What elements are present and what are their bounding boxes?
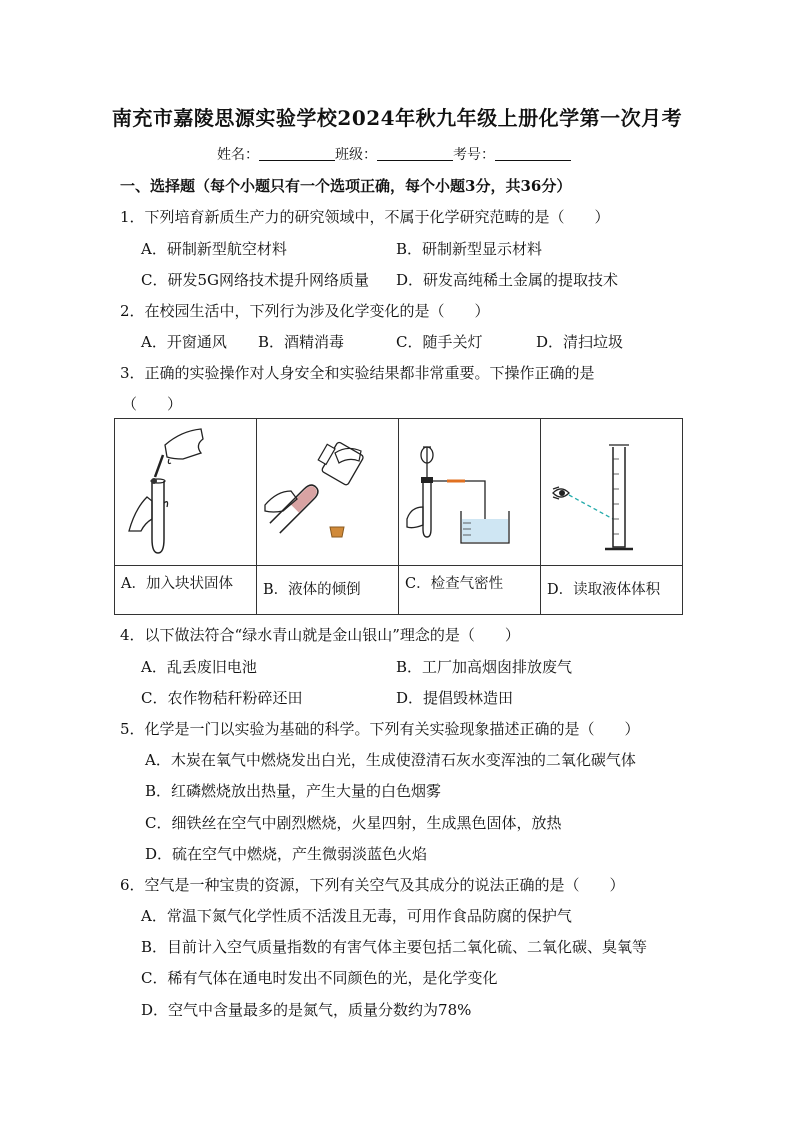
student-info-line <box>217 144 571 164</box>
option-d: D．研发高纯稀土金属的提取技术 <box>396 271 619 289</box>
figure-b-caption: B．液体的倾倒 <box>263 582 361 598</box>
question-stem: 1．下列培育新质生产力的研究领域中，不属于化学研究范畴的是（ ） <box>120 208 610 226</box>
option-c: C．随手关灯 <box>396 333 483 351</box>
question-stem: 3．正确的实验操作对人身安全和实验结果都非常重要。下操作正确的是 <box>120 364 595 382</box>
option-b: B．红磷燃烧放出热量，产生大量的白色烟雾 <box>145 782 442 800</box>
name-blank[interactable] <box>259 146 335 161</box>
option-d: D．清扫垃圾 <box>536 333 624 351</box>
id-label: 考号： <box>453 147 495 163</box>
option-a: A．木炭在氧气中燃烧发出白光，生成使澄清石灰水变浑浊的二氧化碳气体 <box>145 751 636 769</box>
figure-a-caption: A．加入块状固体 <box>121 576 233 592</box>
option-b: B．工厂加高烟囱排放废气 <box>396 658 573 676</box>
figure-d-read-volume <box>541 419 682 565</box>
option-a: A．常温下氮气化学性质不活泼且无毒，可用作食品防腐的保护气 <box>141 907 572 925</box>
option-d: D．提倡毁林造田 <box>396 689 514 707</box>
figure-b-pour-liquid <box>257 419 398 565</box>
question-stem: 2．在校园生活中，下列行为涉及化学变化的是（ ） <box>120 302 490 320</box>
question-stem: 6．空气是一种宝贵的资源，下列有关空气及其成分的说法正确的是（ ） <box>120 876 625 894</box>
option-c: C．研发5G网络技术提升网络质量 <box>141 271 370 289</box>
option-b: B．研制新型显示材料 <box>396 240 543 258</box>
figure-c-check-airtightness <box>399 419 540 565</box>
option-a: A．研制新型航空材料 <box>141 240 287 258</box>
class-label: 班级： <box>335 147 377 163</box>
figure-a-add-solid <box>115 419 256 565</box>
option-a: A．开窗通风 <box>141 333 227 351</box>
option-c: C．农作物秸秆粉碎还田 <box>141 689 303 707</box>
section-heading: 一、选择题（每个小题只有一个选项正确，每个小题3分，共36分） <box>120 177 572 195</box>
question-stem-continued: （ ） <box>122 395 183 413</box>
option-a: A．乱丢废旧电池 <box>141 658 257 676</box>
option-b: B．酒精消毒 <box>258 333 345 351</box>
option-d: D．空气中含量最多的是氮气，质量分数约为78% <box>141 1001 472 1019</box>
name-label: 姓名： <box>217 147 259 163</box>
figure-d-caption: D．读取液体体积 <box>547 582 661 598</box>
option-b: B．目前计入空气质量指数的有害气体主要包括二氧化硫、二氧化碳、臭氧等 <box>141 938 648 956</box>
id-blank[interactable] <box>495 146 571 161</box>
question-stem: 4．以下做法符合“绿水青山就是金山银山”理念的是（ ） <box>120 626 520 644</box>
figure-table <box>114 418 683 615</box>
class-blank[interactable] <box>377 146 453 161</box>
page-title: 南充市嘉陵思源实验学校2024年秋九年级上册化学第一次月考 <box>111 106 683 130</box>
option-d: D．硫在空气中燃烧，产生微弱淡蓝色火焰 <box>145 845 428 863</box>
option-c: C．细铁丝在空气中剧烈燃烧，火星四射，生成黑色固体，放热 <box>145 814 562 832</box>
question-stem: 5．化学是一门以实验为基础的科学。下列有关实验现象描述正确的是（ ） <box>120 720 640 738</box>
option-c: C．稀有气体在通电时发出不同颜色的光，是化学变化 <box>141 969 498 987</box>
figure-c-caption: C．检查气密性 <box>405 576 504 592</box>
